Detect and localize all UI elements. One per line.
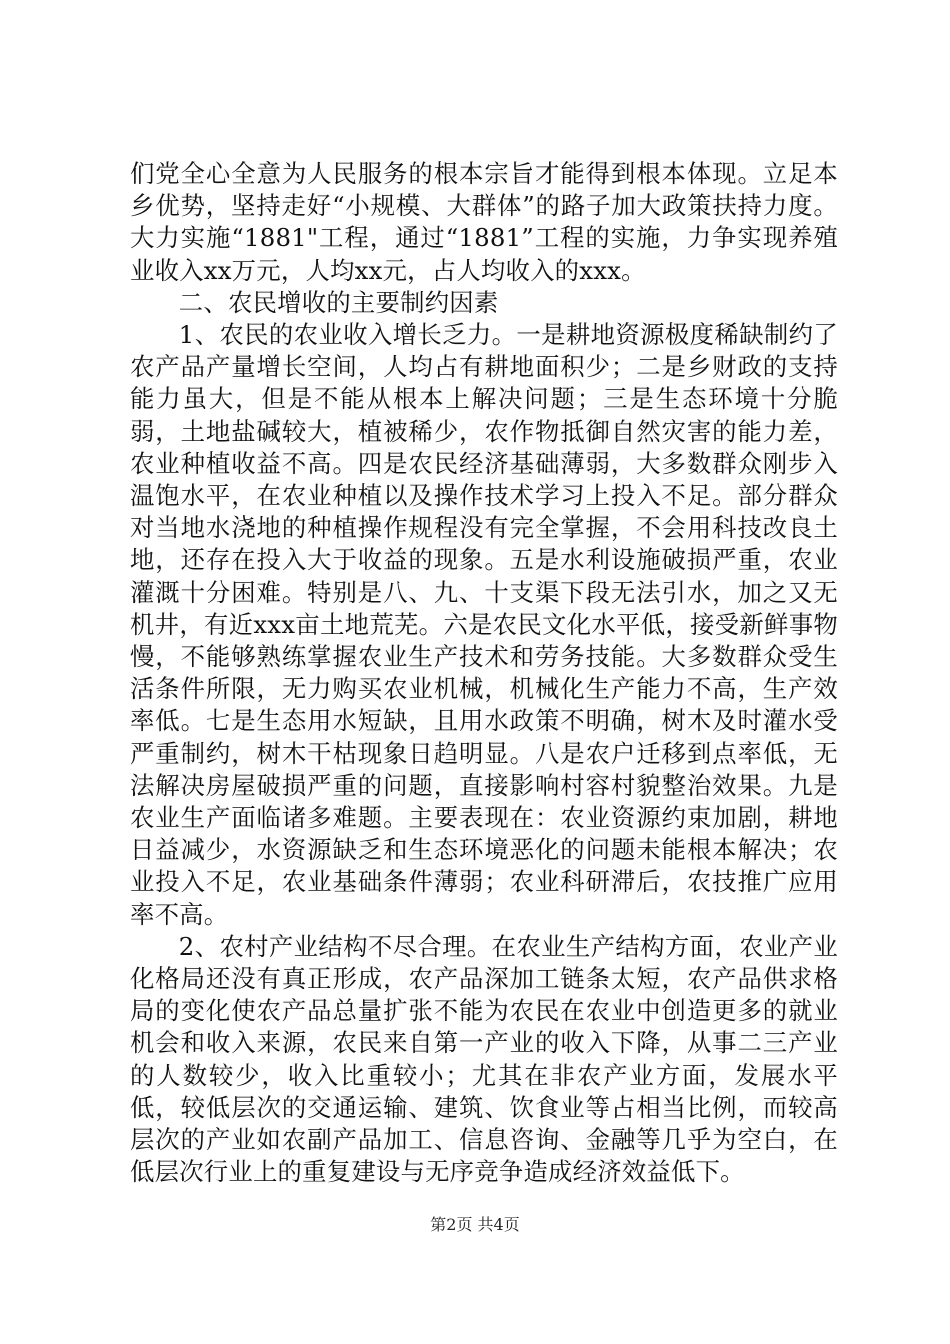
paragraph-industry-structure: 2、农村产业结构不尽合理。在农业生产结构方面，农业产业化格局还没有真正形成，农产品深加工链条太短，农产品供求格局的变化使农产品总量扩张不能为农民在农业中创造更多的就业机会和收入来源，农民来自第一产业的收入下降，从事二三产业的人数较少，收入比重较小；尤其在非农产业方面，发展水平低，较低层次的交通运输、建筑、饮食业等占相当比例，而较高层次的产业如农副产品加工、信息咨询、金融等几乎为空白，在低层次行业上的重复建设与无序竞争造成经济效益低下。 (130, 931, 838, 1187)
paragraph-agricultural-income: 1、农民的农业收入增长乏力。一是耕地资源极度稀缺制约了农产品产量增长空间，人均占有耕地面积少；二是乡财政的支持能力虽大，但是不能从根本上解决问题；三是生态环境十分脆弱，土地盐碱较大，植被稀少，农作物抵御自然灾害的能力差，农业种植收益不高。四是农民经济基础薄弱，大多数群众刚步入温饱水平，在农业种植以及操作技术学习上投入不足。部分群众对当地水浇地的种植操作规程没有完全掌握，不会用科技改良土地，还存在投入大于收益的现象。五是水利设施破损严重，农业灌溉十分困难。特别是八、九、十支渠下段无法引水，加之又无机井，有近xxx亩土地荒芜。六是农民文化水平低，接受新鲜事物慢，不能够熟练掌握农业生产技术和劳务技能。大多数群众受生活条件所限，无力购买农业机械，机械化生产能力不高，生产效率低。七是生态用水短缺，且用水政策不明确，树木及时灌水受严重制约，树木干枯现象日趋明显。八是农户迁移到点率低，无法解决房屋破损严重的问题，直接影响村容村貌整治效果。九是农业生产面临诸多难题。主要表现在：农业资源约束加剧，耕地日益减少，水资源缺乏和生态环境恶化的问题未能根本解决；农业投入不足，农业基础条件薄弱；农业科研滞后，农技推广应用率不高。 (130, 320, 838, 929)
document-body (130, 158, 838, 1189)
page-number-footer: 第2页 共4页 (430, 1215, 520, 1234)
paragraph-continuation: 们党全心全意为人民服务的根本宗旨才能得到根本体现。立足本乡优势，坚持走好“小规模、大群体”的路子加大政策扶持力度。大力实施“1881"工程，通过“1881”工程的实施，力争实现养殖业收入xx万元，人均xx元，占人均收入的xxx。 (130, 159, 838, 285)
section-heading: 二、农民增收的主要制约因素 (178, 287, 499, 317)
